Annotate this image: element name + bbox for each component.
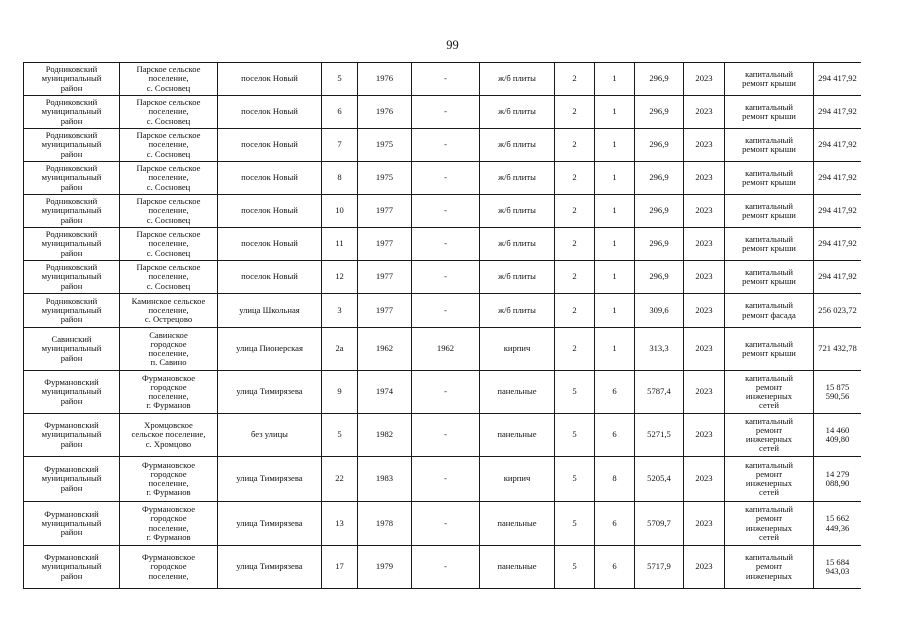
cell-last-repair-year: - xyxy=(412,228,480,261)
cell-plan-year: 2023 xyxy=(684,294,725,328)
cell-entrances: 1 xyxy=(595,261,635,294)
cell-district: Родниковский муниципальный район xyxy=(24,195,120,228)
cell-floors: 2 xyxy=(555,294,595,328)
cell-wall-material: панельные xyxy=(480,371,555,414)
cell-house-number: 5 xyxy=(322,414,358,457)
cell-plan-year: 2023 xyxy=(684,502,725,546)
cell-settlement: Парское сельское поселение, с. Сосновец xyxy=(120,63,218,96)
table-row xyxy=(24,96,862,129)
cell-wall-material: кирпич xyxy=(480,328,555,371)
cell-street: улица Тимирязева xyxy=(218,371,322,414)
cell-floors: 5 xyxy=(555,414,595,457)
cell-plan-year: 2023 xyxy=(684,371,725,414)
cell-wall-material: панельные xyxy=(480,546,555,589)
table-body xyxy=(24,63,862,589)
cell-build-year: 1976 xyxy=(358,63,412,96)
cell-house-number: 3 xyxy=(322,294,358,328)
cell-build-year: 1982 xyxy=(358,414,412,457)
cell-last-repair-year: 1962 xyxy=(412,328,480,371)
cell-wall-material: ж/б плиты xyxy=(480,261,555,294)
cell-street: улица Тимирязева xyxy=(218,457,322,502)
cell-floors: 5 xyxy=(555,457,595,502)
cell-build-year: 1975 xyxy=(358,129,412,162)
cell-build-year: 1978 xyxy=(358,502,412,546)
table-row xyxy=(24,546,862,589)
cell-district: Фурмановский муниципальный район xyxy=(24,371,120,414)
cell-area: 296,9 xyxy=(635,162,684,195)
cell-work-type: капитальный ремонт инженерных сетей xyxy=(725,502,814,546)
cell-wall-material: панельные xyxy=(480,502,555,546)
cell-settlement: Фурмановское городское поселение, г. Фурманов xyxy=(120,457,218,502)
cell-build-year: 1983 xyxy=(358,457,412,502)
cell-cost: 294 417,92 xyxy=(814,162,862,195)
cell-cost: 14 279 088,90 xyxy=(814,457,862,502)
cell-last-repair-year: - xyxy=(412,96,480,129)
cell-district: Савинский муниципальный район xyxy=(24,328,120,371)
cell-street: поселок Новый xyxy=(218,96,322,129)
cell-entrances: 6 xyxy=(595,371,635,414)
cell-last-repair-year: - xyxy=(412,457,480,502)
cell-entrances: 1 xyxy=(595,228,635,261)
cell-house-number: 5 xyxy=(322,63,358,96)
cell-work-type: капитальный ремонт инженерных xyxy=(725,546,814,589)
cell-work-type: капитальный ремонт инженерных сетей xyxy=(725,414,814,457)
cell-build-year: 1977 xyxy=(358,195,412,228)
table-viewport xyxy=(23,62,861,625)
cell-street: поселок Новый xyxy=(218,228,322,261)
cell-wall-material: ж/б плиты xyxy=(480,96,555,129)
table-row xyxy=(24,195,862,228)
cell-floors: 5 xyxy=(555,502,595,546)
cell-wall-material: ж/б плиты xyxy=(480,162,555,195)
cell-house-number: 12 xyxy=(322,261,358,294)
cell-entrances: 1 xyxy=(595,63,635,96)
cell-area: 5709,7 xyxy=(635,502,684,546)
cell-area: 5205,4 xyxy=(635,457,684,502)
cell-street: поселок Новый xyxy=(218,162,322,195)
cell-build-year: 1976 xyxy=(358,96,412,129)
cell-plan-year: 2023 xyxy=(684,228,725,261)
cell-plan-year: 2023 xyxy=(684,162,725,195)
cell-street: поселок Новый xyxy=(218,63,322,96)
cell-floors: 2 xyxy=(555,162,595,195)
cell-area: 309,6 xyxy=(635,294,684,328)
cell-cost: 294 417,92 xyxy=(814,63,862,96)
cell-work-type: капитальный ремонт крыши xyxy=(725,96,814,129)
cell-settlement: Парское сельское поселение, с. Сосновец xyxy=(120,195,218,228)
cell-plan-year: 2023 xyxy=(684,129,725,162)
cell-wall-material: ж/б плиты xyxy=(480,63,555,96)
cell-entrances: 1 xyxy=(595,328,635,371)
cell-floors: 2 xyxy=(555,96,595,129)
cell-wall-material: ж/б плиты xyxy=(480,195,555,228)
cell-house-number: 22 xyxy=(322,457,358,502)
cell-street: поселок Новый xyxy=(218,261,322,294)
cell-build-year: 1979 xyxy=(358,546,412,589)
cell-house-number: 10 xyxy=(322,195,358,228)
cell-work-type: капитальный ремонт крыши xyxy=(725,195,814,228)
cell-last-repair-year: - xyxy=(412,502,480,546)
cell-build-year: 1977 xyxy=(358,228,412,261)
cell-entrances: 1 xyxy=(595,129,635,162)
cell-house-number: 6 xyxy=(322,96,358,129)
cell-last-repair-year: - xyxy=(412,162,480,195)
cell-district: Родниковский муниципальный район xyxy=(24,96,120,129)
cell-work-type: капитальный ремонт крыши xyxy=(725,162,814,195)
cell-floors: 2 xyxy=(555,261,595,294)
cell-last-repair-year: - xyxy=(412,129,480,162)
table-row xyxy=(24,129,862,162)
cell-cost: 294 417,92 xyxy=(814,129,862,162)
cell-entrances: 6 xyxy=(595,546,635,589)
cell-settlement: Фурмановское городское поселение, xyxy=(120,546,218,589)
cell-street: поселок Новый xyxy=(218,129,322,162)
table-row xyxy=(24,457,862,502)
cell-district: Родниковский муниципальный район xyxy=(24,261,120,294)
cell-cost: 15 662 449,36 xyxy=(814,502,862,546)
cell-floors: 5 xyxy=(555,371,595,414)
cell-last-repair-year: - xyxy=(412,195,480,228)
cell-settlement: Парское сельское поселение, с. Сосновец xyxy=(120,228,218,261)
cell-work-type: капитальный ремонт крыши xyxy=(725,129,814,162)
cell-entrances: 1 xyxy=(595,195,635,228)
cell-district: Родниковский муниципальный район xyxy=(24,294,120,328)
cell-plan-year: 2023 xyxy=(684,457,725,502)
cell-area: 313,3 xyxy=(635,328,684,371)
cell-area: 5271,5 xyxy=(635,414,684,457)
cell-cost: 294 417,92 xyxy=(814,261,862,294)
cell-settlement: Савинское городское поселение, п. Савино xyxy=(120,328,218,371)
cell-entrances: 1 xyxy=(595,96,635,129)
table-row xyxy=(24,502,862,546)
cell-work-type: капитальный ремонт крыши xyxy=(725,63,814,96)
table-row xyxy=(24,162,862,195)
cell-street: улица Школьная xyxy=(218,294,322,328)
cell-entrances: 6 xyxy=(595,414,635,457)
cell-cost: 15 684 943,03 xyxy=(814,546,862,589)
cell-floors: 5 xyxy=(555,546,595,589)
cell-area: 296,9 xyxy=(635,63,684,96)
cell-house-number: 7 xyxy=(322,129,358,162)
cell-build-year: 1962 xyxy=(358,328,412,371)
cell-cost: 15 875 590,56 xyxy=(814,371,862,414)
cell-district: Фурмановский муниципальный район xyxy=(24,414,120,457)
cell-entrances: 8 xyxy=(595,457,635,502)
cell-work-type: капитальный ремонт крыши xyxy=(725,328,814,371)
cell-district: Родниковский муниципальный район xyxy=(24,63,120,96)
cell-build-year: 1974 xyxy=(358,371,412,414)
cell-last-repair-year: - xyxy=(412,294,480,328)
page-number: 99 xyxy=(446,38,459,52)
cell-entrances: 1 xyxy=(595,162,635,195)
cell-house-number: 2а xyxy=(322,328,358,371)
cell-street: поселок Новый xyxy=(218,195,322,228)
cell-area: 296,9 xyxy=(635,129,684,162)
cell-settlement: Фурмановское городское поселение, г. Фурманов xyxy=(120,371,218,414)
cell-district: Родниковский муниципальный район xyxy=(24,228,120,261)
cell-floors: 2 xyxy=(555,195,595,228)
cell-street: улица Тимирязева xyxy=(218,546,322,589)
cell-plan-year: 2023 xyxy=(684,414,725,457)
cell-cost: 294 417,92 xyxy=(814,96,862,129)
cell-floors: 2 xyxy=(555,328,595,371)
cell-settlement: Хромцовское сельское поселение, с. Хромцово xyxy=(120,414,218,457)
table-row xyxy=(24,371,862,414)
cell-house-number: 9 xyxy=(322,371,358,414)
cell-street: улица Тимирязева xyxy=(218,502,322,546)
table-row xyxy=(24,63,862,96)
cell-cost: 294 417,92 xyxy=(814,228,862,261)
cell-floors: 2 xyxy=(555,63,595,96)
cell-build-year: 1975 xyxy=(358,162,412,195)
cell-floors: 2 xyxy=(555,228,595,261)
cell-plan-year: 2023 xyxy=(684,261,725,294)
cell-work-type: капитальный ремонт инженерных сетей xyxy=(725,457,814,502)
cell-area: 296,9 xyxy=(635,261,684,294)
cell-settlement: Парское сельское поселение, с. Сосновец xyxy=(120,96,218,129)
cell-plan-year: 2023 xyxy=(684,195,725,228)
cell-district: Родниковский муниципальный район xyxy=(24,162,120,195)
cell-wall-material: ж/б плиты xyxy=(480,294,555,328)
cell-plan-year: 2023 xyxy=(684,328,725,371)
cell-house-number: 8 xyxy=(322,162,358,195)
cell-build-year: 1977 xyxy=(358,294,412,328)
cell-settlement: Парское сельское поселение, с. Сосновец xyxy=(120,162,218,195)
cell-settlement: Фурмановское городское поселение, г. Фурманов xyxy=(120,502,218,546)
cell-district: Фурмановский муниципальный район xyxy=(24,546,120,589)
cell-work-type: капитальный ремонт инженерных сетей xyxy=(725,371,814,414)
cell-district: Родниковский муниципальный район xyxy=(24,129,120,162)
cell-area: 296,9 xyxy=(635,96,684,129)
cell-settlement: Парское сельское поселение, с. Сосновец xyxy=(120,261,218,294)
cell-work-type: капитальный ремонт крыши xyxy=(725,228,814,261)
cell-plan-year: 2023 xyxy=(684,96,725,129)
cell-settlement: Парское сельское поселение, с. Сосновец xyxy=(120,129,218,162)
cell-cost: 256 023,72 xyxy=(814,294,862,328)
cell-last-repair-year: - xyxy=(412,371,480,414)
cell-settlement: Каминское сельское поселение, с. Острецово xyxy=(120,294,218,328)
cell-area: 5717,9 xyxy=(635,546,684,589)
cell-house-number: 17 xyxy=(322,546,358,589)
table-row xyxy=(24,294,862,328)
table-row xyxy=(24,328,862,371)
cell-last-repair-year: - xyxy=(412,414,480,457)
cell-district: Фурмановский муниципальный район xyxy=(24,502,120,546)
cell-house-number: 13 xyxy=(322,502,358,546)
cell-area: 5787,4 xyxy=(635,371,684,414)
cell-street: без улицы xyxy=(218,414,322,457)
cell-cost: 14 460 409,80 xyxy=(814,414,862,457)
cell-house-number: 11 xyxy=(322,228,358,261)
cell-entrances: 1 xyxy=(595,294,635,328)
cell-work-type: капитальный ремонт фасада xyxy=(725,294,814,328)
cell-work-type: капитальный ремонт крыши xyxy=(725,261,814,294)
cell-wall-material: ж/б плиты xyxy=(480,228,555,261)
cell-entrances: 6 xyxy=(595,502,635,546)
cell-plan-year: 2023 xyxy=(684,546,725,589)
table-row xyxy=(24,414,862,457)
cell-floors: 2 xyxy=(555,129,595,162)
cell-last-repair-year: - xyxy=(412,546,480,589)
table-row xyxy=(24,261,862,294)
cell-wall-material: ж/б плиты xyxy=(480,129,555,162)
repair-program-table xyxy=(23,62,861,589)
cell-district: Фурмановский муниципальный район xyxy=(24,457,120,502)
cell-wall-material: кирпич xyxy=(480,457,555,502)
cell-plan-year: 2023 xyxy=(684,63,725,96)
cell-last-repair-year: - xyxy=(412,63,480,96)
table-row xyxy=(24,228,862,261)
cell-wall-material: панельные xyxy=(480,414,555,457)
cell-cost: 294 417,92 xyxy=(814,195,862,228)
cell-last-repair-year: - xyxy=(412,261,480,294)
cell-area: 296,9 xyxy=(635,228,684,261)
cell-cost: 721 432,78 xyxy=(814,328,862,371)
cell-street: улица Пионерская xyxy=(218,328,322,371)
cell-build-year: 1977 xyxy=(358,261,412,294)
cell-area: 296,9 xyxy=(635,195,684,228)
